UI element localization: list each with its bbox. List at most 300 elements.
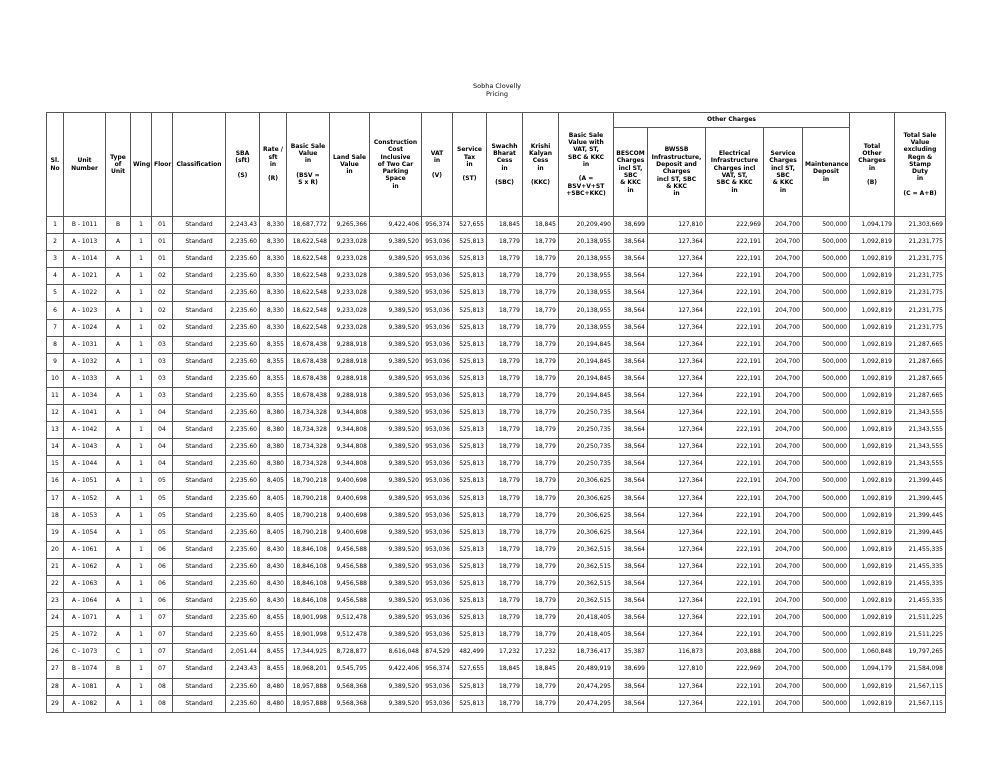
cell-bwssb-charges: 127,364 — [648, 507, 706, 524]
cell-vat: 953,036 — [422, 678, 453, 695]
cell-construction-cost: 9,389,520 — [370, 370, 422, 387]
cell-floor: 04 — [152, 422, 173, 439]
header-classification — [173, 113, 226, 217]
header-vat — [422, 113, 453, 217]
cell-floor: 05 — [152, 490, 173, 507]
cell-krishi-kalyan-cess: 18,779 — [523, 268, 559, 285]
cell-bescom-charges: 38,564 — [614, 695, 648, 712]
cell-wing: 1 — [131, 593, 152, 610]
header-line: Sl. — [50, 157, 60, 165]
cell-bwssb-charges: 127,364 — [648, 302, 706, 319]
cell-krishi-kalyan-cess: 18,779 — [523, 541, 559, 558]
cell-land-sale-value: 9,400,698 — [330, 524, 370, 541]
cell-land-sale-value: 9,288,918 — [330, 387, 370, 404]
cell-unit-number: A - 1051 — [64, 473, 106, 490]
cell-land-sale-value: 9,288,918 — [330, 336, 370, 353]
cell-bwssb-charges: 127,364 — [648, 251, 706, 268]
cell-construction-cost: 9,389,520 — [370, 456, 422, 473]
cell-total-sale-value: 21,455,335 — [895, 575, 946, 592]
header-line: SBC — [623, 172, 638, 179]
cell-classification: Standard — [173, 627, 226, 644]
cell-classification: Standard — [173, 558, 226, 575]
cell-vat: 953,036 — [422, 558, 453, 575]
cell-total-sale-value: 21,343,555 — [895, 456, 946, 473]
cell-rate: 8,480 — [260, 695, 287, 712]
cell-service-tax: 525,813 — [453, 541, 487, 558]
cell-total-sale-value: 21,455,335 — [895, 558, 946, 575]
cell-land-sale-value: 9,545,795 — [330, 661, 370, 678]
cell-swachh-bharat-cess: 18,779 — [487, 336, 523, 353]
header-other-charges: Other Charges — [614, 113, 850, 128]
cell-construction-cost: 9,389,520 — [370, 610, 422, 627]
header-line: (C = A+B) — [903, 190, 937, 198]
cell-bwssb-charges: 127,364 — [648, 319, 706, 336]
cell-swachh-bharat-cess: 18,779 — [487, 370, 523, 387]
cell-sba: 2,235.60 — [226, 473, 260, 490]
cell-construction-cost: 9,389,520 — [370, 268, 422, 285]
cell-krishi-kalyan-cess: 18,779 — [523, 610, 559, 627]
cell-floor: 06 — [152, 558, 173, 575]
cell-basic-sale-value: 18,622,548 — [287, 251, 330, 268]
cell-bescom-charges: 38,564 — [614, 473, 648, 490]
header-maintenance-deposit — [803, 128, 850, 217]
header-line: SBC & KKC — [567, 153, 605, 161]
cell-basic-sale-value: 18,622,548 — [287, 319, 330, 336]
cell-swachh-bharat-cess: 18,779 — [487, 234, 523, 251]
cell-service-charges: 204,700 — [764, 268, 803, 285]
cell-maintenance-deposit: 500,000 — [803, 234, 850, 251]
cell-rate: 8,355 — [260, 353, 287, 370]
cell-vat: 956,374 — [422, 217, 453, 234]
cell-unit-number: A - 1021 — [64, 268, 106, 285]
cell-swachh-bharat-cess: 18,779 — [487, 524, 523, 541]
cell-unit-number: A - 1072 — [64, 627, 106, 644]
cell-swachh-bharat-cess: 18,779 — [487, 456, 523, 473]
cell-electrical-charges: 222,191 — [706, 627, 764, 644]
header-line: in — [537, 164, 544, 172]
cell-basic-sale-value-with-taxes: 20,209,490 — [559, 217, 614, 234]
cell-bwssb-charges: 127,364 — [648, 234, 706, 251]
cell-krishi-kalyan-cess: 18,779 — [523, 370, 559, 387]
cell-swachh-bharat-cess: 18,779 — [487, 610, 523, 627]
header-line: Deposit — [813, 168, 839, 176]
header-line: Space — [385, 175, 406, 183]
cell-basic-sale-value: 18,622,548 — [287, 302, 330, 319]
cell-maintenance-deposit: 500,000 — [803, 524, 850, 541]
cell-vat: 953,036 — [422, 405, 453, 422]
cell-swachh-bharat-cess: 18,845 — [487, 661, 523, 678]
cell-basic-sale-value: 18,678,438 — [287, 336, 330, 353]
cell-total-sale-value: 21,567,115 — [895, 678, 946, 695]
cell-maintenance-deposit: 500,000 — [803, 319, 850, 336]
cell-service-tax: 525,813 — [453, 610, 487, 627]
cell-electrical-charges: 222,191 — [706, 439, 764, 456]
cell-krishi-kalyan-cess: 17,232 — [523, 644, 559, 661]
cell-land-sale-value: 9,233,028 — [330, 285, 370, 302]
cell-swachh-bharat-cess: 18,845 — [487, 217, 523, 234]
cell-service-charges: 204,700 — [764, 387, 803, 404]
cell-vat: 953,036 — [422, 387, 453, 404]
cell-floor: 02 — [152, 268, 173, 285]
cell-unit-number: A - 1052 — [64, 490, 106, 507]
cell-basic-sale-value-with-taxes: 20,418,405 — [559, 627, 614, 644]
cell-total-sale-value: 21,511,225 — [895, 610, 946, 627]
cell-electrical-charges: 222,191 — [706, 353, 764, 370]
document-subtitle: Pricing — [486, 90, 508, 98]
cell-sba: 2,235.60 — [226, 319, 260, 336]
cell-total-other-charges: 1,092,819 — [850, 695, 895, 712]
header-line: VAT — [430, 149, 444, 157]
cell-service-charges: 204,700 — [764, 336, 803, 353]
cell-sl-no: 2 — [47, 234, 64, 251]
header-line — [289, 165, 327, 172]
cell-unit-type: A — [106, 456, 131, 473]
cell-classification: Standard — [173, 217, 226, 234]
cell-sba: 2,235.60 — [226, 370, 260, 387]
cell-vat: 953,036 — [422, 353, 453, 370]
header-line: (V) — [431, 171, 443, 179]
cell-bwssb-charges: 127,810 — [648, 217, 706, 234]
cell-basic-sale-value-with-taxes: 20,306,625 — [559, 490, 614, 507]
header-line — [561, 168, 611, 175]
cell-total-other-charges: 1,092,819 — [850, 490, 895, 507]
cell-land-sale-value: 9,456,588 — [330, 541, 370, 558]
cell-maintenance-deposit: 500,000 — [803, 627, 850, 644]
header-line: S x R) — [298, 179, 318, 187]
cell-floor: 08 — [152, 695, 173, 712]
cell-construction-cost: 9,389,520 — [370, 319, 422, 336]
cell-sba: 2,235.60 — [226, 285, 260, 302]
cell-wing: 1 — [131, 234, 152, 251]
cell-construction-cost: 9,389,520 — [370, 302, 422, 319]
cell-sba: 2,235.60 — [226, 353, 260, 370]
cell-unit-type: A — [106, 234, 131, 251]
header-line: (B) — [866, 179, 878, 187]
cell-total-other-charges: 1,060,848 — [850, 644, 895, 661]
cell-basic-sale-value: 18,901,998 — [287, 627, 330, 644]
cell-swachh-bharat-cess: 18,779 — [487, 353, 523, 370]
header-line: & KKC — [772, 179, 794, 187]
cell-service-tax: 525,813 — [453, 251, 487, 268]
cell-krishi-kalyan-cess: 18,779 — [523, 439, 559, 456]
cell-unit-type: A — [106, 336, 131, 353]
cell-service-tax: 525,813 — [453, 336, 487, 353]
cell-service-tax: 527,655 — [453, 217, 487, 234]
header-line: & KKC — [620, 179, 641, 187]
header-line — [852, 172, 892, 179]
cell-construction-cost: 9,389,520 — [370, 387, 422, 404]
cell-electrical-charges: 222,191 — [706, 610, 764, 627]
cell-service-charges: 204,700 — [764, 234, 803, 251]
cell-basic-sale-value: 18,790,218 — [287, 473, 330, 490]
header-line: BSV+V+ST — [567, 182, 605, 190]
cell-service-tax: 525,813 — [453, 370, 487, 387]
cell-classification: Standard — [173, 319, 226, 336]
cell-total-sale-value: 21,287,665 — [895, 353, 946, 370]
cell-land-sale-value: 9,512,478 — [330, 610, 370, 627]
cell-total-sale-value: 21,343,555 — [895, 405, 946, 422]
cell-service-charges: 204,700 — [764, 575, 803, 592]
cell-rate: 8,380 — [260, 456, 287, 473]
cell-unit-number: B - 1074 — [64, 661, 106, 678]
table-row — [47, 370, 946, 387]
cell-krishi-kalyan-cess: 18,779 — [523, 507, 559, 524]
header-line — [424, 165, 450, 172]
cell-basic-sale-value: 18,957,888 — [287, 695, 330, 712]
cell-basic-sale-value-with-taxes: 20,250,735 — [559, 405, 614, 422]
cell-construction-cost: 9,389,520 — [370, 473, 422, 490]
cell-total-other-charges: 1,092,819 — [850, 405, 895, 422]
cell-sl-no: 8 — [47, 336, 64, 353]
cell-electrical-charges: 222,191 — [706, 387, 764, 404]
cell-unit-type: A — [106, 678, 131, 695]
cell-basic-sale-value: 18,790,218 — [287, 507, 330, 524]
cell-sl-no: 7 — [47, 319, 64, 336]
cell-basic-sale-value-with-taxes: 20,194,845 — [559, 336, 614, 353]
cell-basic-sale-value: 18,678,438 — [287, 353, 330, 370]
cell-maintenance-deposit: 500,000 — [803, 678, 850, 695]
header-line: in — [822, 175, 830, 183]
header-rate — [260, 113, 287, 217]
cell-total-other-charges: 1,092,819 — [850, 524, 895, 541]
cell-unit-number: A - 1014 — [64, 251, 106, 268]
cell-bwssb-charges: 127,364 — [648, 285, 706, 302]
cell-basic-sale-value-with-taxes: 20,194,845 — [559, 387, 614, 404]
cell-maintenance-deposit: 500,000 — [803, 336, 850, 353]
table-row — [47, 558, 946, 575]
cell-floor: 06 — [152, 541, 173, 558]
cell-service-tax: 525,813 — [453, 507, 487, 524]
cell-vat: 953,036 — [422, 473, 453, 490]
cell-wing: 1 — [131, 644, 152, 661]
cell-sl-no: 4 — [47, 268, 64, 285]
cell-total-sale-value: 21,455,335 — [895, 593, 946, 610]
cell-sl-no: 1 — [47, 217, 64, 234]
cell-service-charges: 204,700 — [764, 593, 803, 610]
cell-basic-sale-value: 18,678,438 — [287, 370, 330, 387]
cell-service-tax: 525,813 — [453, 439, 487, 456]
cell-electrical-charges: 222,191 — [706, 268, 764, 285]
cell-bescom-charges: 38,564 — [614, 268, 648, 285]
cell-wing: 1 — [131, 405, 152, 422]
cell-rate: 8,430 — [260, 541, 287, 558]
table-row — [47, 661, 946, 678]
cell-basic-sale-value-with-taxes: 20,362,515 — [559, 558, 614, 575]
cell-land-sale-value: 9,233,028 — [330, 268, 370, 285]
cell-electrical-charges: 222,191 — [706, 370, 764, 387]
pricing-table-body — [47, 217, 946, 713]
cell-basic-sale-value: 18,687,772 — [287, 217, 330, 234]
table-row — [47, 593, 946, 610]
cell-rate: 8,480 — [260, 678, 287, 695]
header-line: in — [627, 186, 634, 194]
cell-swachh-bharat-cess: 18,779 — [487, 285, 523, 302]
header-line: of — [114, 160, 122, 168]
cell-floor: 04 — [152, 456, 173, 473]
cell-unit-type: A — [106, 251, 131, 268]
cell-construction-cost: 9,389,520 — [370, 678, 422, 695]
cell-land-sale-value: 9,400,698 — [330, 490, 370, 507]
cell-floor: 07 — [152, 661, 173, 678]
header-basic-sale-value — [287, 113, 330, 217]
cell-swachh-bharat-cess: 18,779 — [487, 405, 523, 422]
cell-basic-sale-value-with-taxes: 20,138,955 — [559, 285, 614, 302]
header-line: Bharat — [493, 149, 516, 157]
cell-land-sale-value: 9,456,588 — [330, 558, 370, 575]
cell-basic-sale-value: 18,734,328 — [287, 422, 330, 439]
cell-maintenance-deposit: 500,000 — [803, 507, 850, 524]
cell-total-sale-value: 19,797,265 — [895, 644, 946, 661]
cell-construction-cost: 9,389,520 — [370, 251, 422, 268]
cell-service-charges: 204,700 — [764, 661, 803, 678]
cell-total-other-charges: 1,092,819 — [850, 593, 895, 610]
cell-land-sale-value: 9,512,478 — [330, 627, 370, 644]
header-line: Cess — [496, 157, 513, 165]
cell-bescom-charges: 38,564 — [614, 524, 648, 541]
cell-total-sale-value: 21,287,665 — [895, 387, 946, 404]
cell-krishi-kalyan-cess: 18,779 — [523, 302, 559, 319]
cell-sl-no: 23 — [47, 593, 64, 610]
cell-total-other-charges: 1,092,819 — [850, 251, 895, 268]
cell-electrical-charges: 222,191 — [706, 336, 764, 353]
cell-krishi-kalyan-cess: 18,779 — [523, 558, 559, 575]
cell-construction-cost: 9,389,520 — [370, 234, 422, 251]
cell-sl-no: 14 — [47, 439, 64, 456]
cell-vat: 953,036 — [422, 234, 453, 251]
cell-sl-no: 3 — [47, 251, 64, 268]
cell-rate: 8,330 — [260, 251, 287, 268]
cell-bwssb-charges: 116,873 — [648, 644, 706, 661]
cell-vat: 953,036 — [422, 627, 453, 644]
pricing-table — [46, 112, 946, 713]
cell-swachh-bharat-cess: 18,779 — [487, 541, 523, 558]
cell-floor: 07 — [152, 610, 173, 627]
cell-total-other-charges: 1,092,819 — [850, 336, 895, 353]
cell-sba: 2,243.43 — [226, 217, 260, 234]
cell-basic-sale-value: 18,790,218 — [287, 524, 330, 541]
cell-sba: 2,235.60 — [226, 302, 260, 319]
header-line: Duty — [911, 168, 929, 176]
cell-unit-number: A - 1032 — [64, 353, 106, 370]
header-line: Cess — [532, 157, 549, 165]
cell-bwssb-charges: 127,364 — [648, 422, 706, 439]
cell-classification: Standard — [173, 336, 226, 353]
cell-sl-no: 25 — [47, 627, 64, 644]
cell-wing: 1 — [131, 473, 152, 490]
cell-wing: 1 — [131, 387, 152, 404]
cell-total-sale-value: 21,455,335 — [895, 541, 946, 558]
cell-basic-sale-value-with-taxes: 20,362,515 — [559, 541, 614, 558]
table-row — [47, 490, 946, 507]
table-row — [47, 234, 946, 251]
cell-vat: 953,036 — [422, 439, 453, 456]
cell-total-other-charges: 1,092,819 — [850, 541, 895, 558]
cell-electrical-charges: 222,191 — [706, 558, 764, 575]
cell-electrical-charges: 222,191 — [706, 695, 764, 712]
header-construction-cost — [370, 113, 422, 217]
cell-bescom-charges: 38,564 — [614, 336, 648, 353]
header-type-of-unit — [106, 113, 131, 217]
cell-unit-type: A — [106, 387, 131, 404]
cell-maintenance-deposit: 500,000 — [803, 302, 850, 319]
cell-electrical-charges: 222,969 — [706, 661, 764, 678]
cell-construction-cost: 9,389,520 — [370, 285, 422, 302]
cell-swachh-bharat-cess: 18,779 — [487, 558, 523, 575]
cell-bescom-charges: 38,564 — [614, 558, 648, 575]
cell-construction-cost: 9,389,520 — [370, 575, 422, 592]
table-row — [47, 524, 946, 541]
cell-bescom-charges: 38,699 — [614, 661, 648, 678]
cell-sba: 2,235.60 — [226, 627, 260, 644]
cell-construction-cost: 9,389,520 — [370, 627, 422, 644]
cell-unit-type: A — [106, 695, 131, 712]
cell-service-charges: 204,700 — [764, 644, 803, 661]
cell-electrical-charges: 222,191 — [706, 234, 764, 251]
cell-total-sale-value: 21,584,098 — [895, 661, 946, 678]
cell-floor: 03 — [152, 336, 173, 353]
cell-classification: Standard — [173, 593, 226, 610]
cell-classification: Standard — [173, 644, 226, 661]
header-line: in — [916, 175, 924, 183]
cell-service-charges: 204,700 — [764, 319, 803, 336]
cell-bwssb-charges: 127,364 — [648, 473, 706, 490]
cell-electrical-charges: 222,191 — [706, 473, 764, 490]
cell-unit-number: A - 1042 — [64, 422, 106, 439]
header-line: in — [466, 160, 473, 168]
cell-service-tax: 525,813 — [453, 302, 487, 319]
cell-unit-type: A — [106, 405, 131, 422]
cell-unit-number: A - 1044 — [64, 456, 106, 473]
cell-unit-number: A - 1031 — [64, 336, 106, 353]
cell-wing: 1 — [131, 541, 152, 558]
cell-electrical-charges: 222,191 — [706, 575, 764, 592]
cell-floor: 06 — [152, 593, 173, 610]
cell-electrical-charges: 222,191 — [706, 524, 764, 541]
cell-classification: Standard — [173, 507, 226, 524]
cell-basic-sale-value-with-taxes: 20,362,515 — [559, 593, 614, 610]
cell-service-tax: 525,813 — [453, 558, 487, 575]
cell-floor: 02 — [152, 319, 173, 336]
cell-unit-type: A — [106, 268, 131, 285]
cell-total-other-charges: 1,092,819 — [850, 285, 895, 302]
cell-service-charges: 204,700 — [764, 439, 803, 456]
header-line: VAT, ST, — [721, 172, 748, 179]
cell-swachh-bharat-cess: 18,779 — [487, 507, 523, 524]
cell-basic-sale-value: 18,846,108 — [287, 541, 330, 558]
cell-floor: 05 — [152, 473, 173, 490]
cell-sba: 2,235.60 — [226, 558, 260, 575]
cell-unit-number: A - 1064 — [64, 593, 106, 610]
cell-service-charges: 204,700 — [764, 353, 803, 370]
cell-total-sale-value: 21,287,665 — [895, 336, 946, 353]
table-row — [47, 353, 946, 370]
cell-maintenance-deposit: 500,000 — [803, 593, 850, 610]
cell-basic-sale-value: 18,678,438 — [287, 387, 330, 404]
header-line: in — [731, 186, 738, 194]
header-wing — [131, 113, 152, 217]
table-row — [47, 678, 946, 695]
cell-bescom-charges: 38,564 — [614, 507, 648, 524]
cell-bescom-charges: 38,564 — [614, 422, 648, 439]
cell-maintenance-deposit: 500,000 — [803, 695, 850, 712]
header-line: in — [779, 186, 787, 194]
cell-bescom-charges: 38,564 — [614, 593, 648, 610]
cell-swachh-bharat-cess: 18,779 — [487, 422, 523, 439]
cell-land-sale-value: 9,344,808 — [330, 405, 370, 422]
header-line: & KKC — [666, 182, 687, 190]
header-bescom-charges — [614, 128, 648, 217]
cell-vat: 953,036 — [422, 610, 453, 627]
